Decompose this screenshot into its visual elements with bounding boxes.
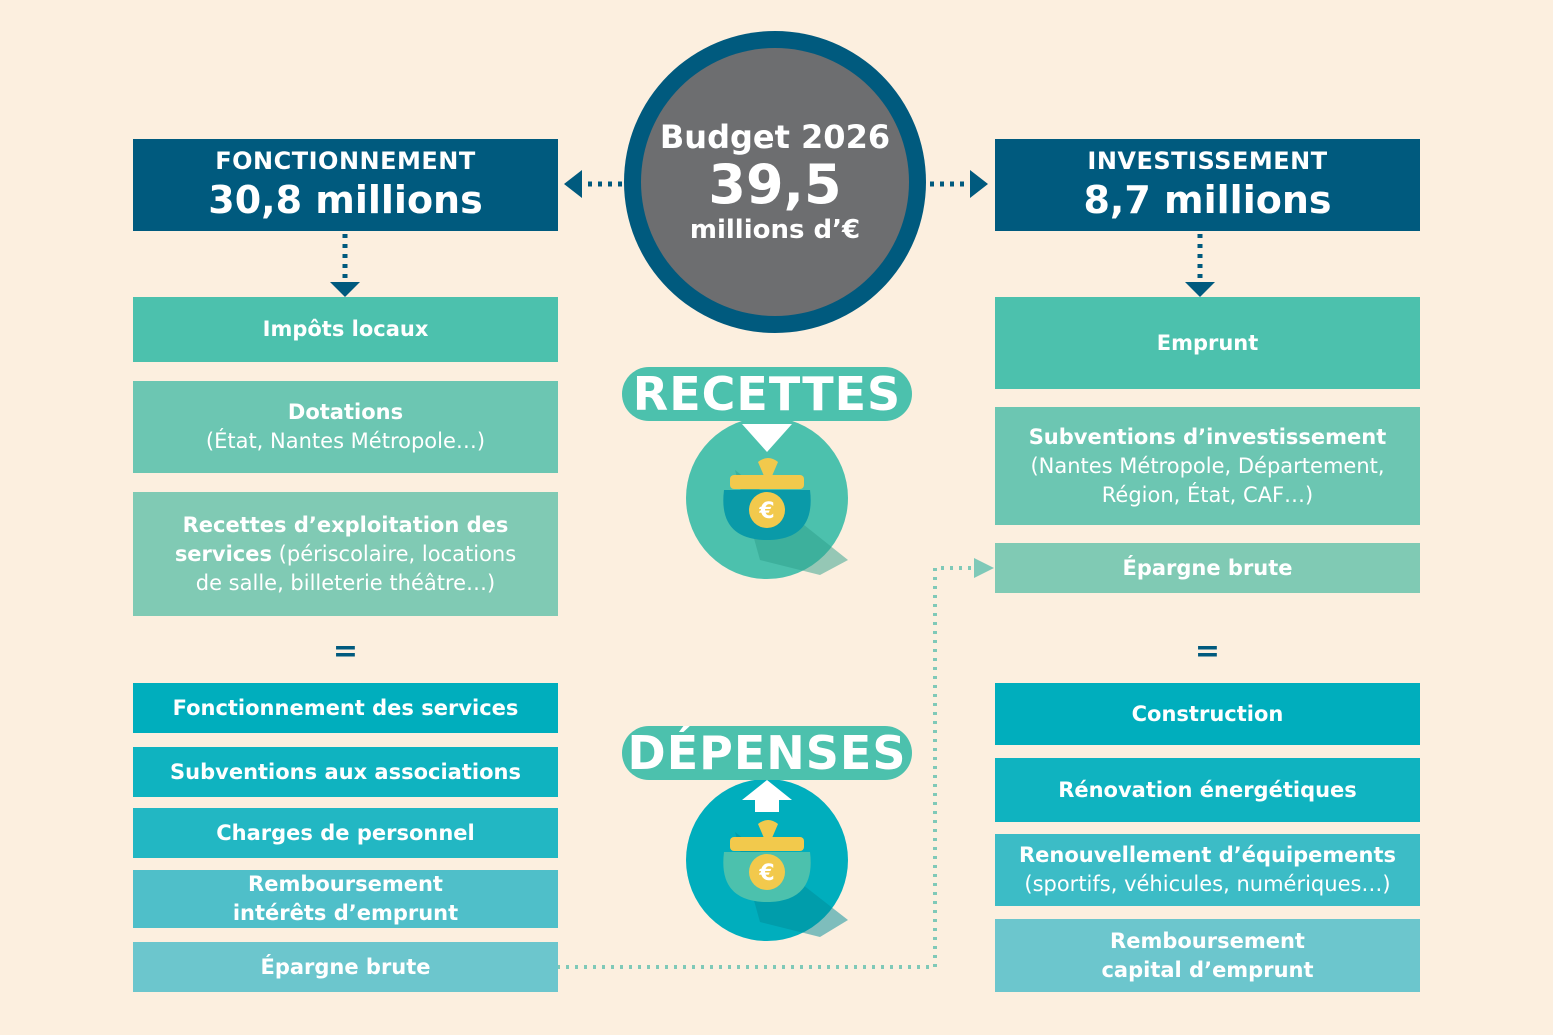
budget-circle (624, 31, 926, 333)
recette-label: Subventions d’investissement (1028, 424, 1387, 449)
epargne-arrow-icon (974, 558, 994, 578)
equals-left: = (332, 634, 359, 669)
depense-epargne-brute (133, 942, 558, 992)
recette-detail-2: Région, État, CAF…) (1101, 482, 1314, 507)
purse-depenses-icon (686, 779, 848, 941)
recette-emprunt (995, 297, 1420, 389)
depense-label: Remboursement (1110, 928, 1305, 953)
recette-detail: (périscolaire, locations (272, 541, 517, 566)
fonctionnement-title: FONCTIONNEMENT (215, 147, 476, 175)
depense-label-2: intérêts d’emprunt (232, 901, 459, 925)
recette-detail: (État, Nantes Métropole…) (205, 429, 486, 453)
recette-exploitation-services (133, 492, 558, 616)
fonctionnement-header (133, 139, 558, 231)
budget-unit: millions d’€ (689, 215, 861, 245)
recette-dotations (133, 381, 558, 473)
recette-impots-locaux (133, 297, 558, 362)
budget-amount: 39,5 (708, 153, 842, 216)
investissement-amount: 8,7 millions (1083, 178, 1332, 222)
depense-label: Construction (1131, 701, 1284, 726)
depense-renouvellement-equipements (995, 834, 1420, 906)
depense-label: Subventions aux associations (170, 759, 521, 784)
recette-label: Dotations (287, 400, 404, 424)
recette-label: Impôts locaux (262, 317, 429, 341)
depense-construction (995, 683, 1420, 745)
recette-label-2: services (174, 541, 272, 566)
fonctionnement-amount: 30,8 millions (208, 178, 483, 222)
budget-title: Budget 2026 (659, 118, 891, 156)
arrow-left-icon (564, 170, 582, 198)
arrow-down-left-icon (330, 282, 360, 297)
svg-text:€: € (759, 861, 775, 886)
depenses-label: DÉPENSES (622, 726, 912, 780)
recette-detail-2: de salle, billeterie théâtre…) (195, 570, 496, 595)
depense-label: Charges de personnel (216, 820, 475, 845)
depense-renovation-energetique (995, 758, 1420, 822)
depense-charges-personnel (133, 808, 558, 858)
depense-subventions-associations (133, 747, 558, 797)
depense-detail: (sportifs, véhicules, numériques…) (1024, 872, 1391, 896)
svg-text:€: € (759, 499, 775, 524)
depense-label: Remboursement (248, 872, 443, 896)
recettes-label: RECETTES (622, 367, 912, 421)
investissement-header (995, 139, 1420, 231)
depense-label: Renouvellement d’équipements (1018, 843, 1397, 867)
recette-subventions-investissement (995, 407, 1420, 525)
investissement-title: INVESTISSEMENT (1087, 147, 1328, 175)
depense-label-2: capital d’emprunt (1101, 957, 1314, 982)
recette-label: Épargne brute (1122, 555, 1293, 580)
equals-right: = (1194, 634, 1221, 669)
depense-remboursement-capital (995, 919, 1420, 992)
depense-fonctionnement-services (133, 683, 558, 733)
depense-label: Fonctionnement des services (172, 695, 519, 720)
recette-epargne-brute (995, 543, 1420, 593)
arrow-right-icon (970, 170, 988, 198)
depense-label: Rénovation énergétiques (1058, 777, 1357, 802)
purse-recettes-icon (686, 417, 848, 579)
recette-label: Recettes d’exploitation des (182, 512, 509, 537)
depense-remboursement-interets (133, 870, 558, 928)
recette-detail: (Nantes Métropole, Département, (1030, 453, 1385, 478)
recette-label: Emprunt (1156, 330, 1259, 355)
arrow-down-right-icon (1185, 282, 1215, 297)
depense-label: Épargne brute (260, 954, 431, 979)
